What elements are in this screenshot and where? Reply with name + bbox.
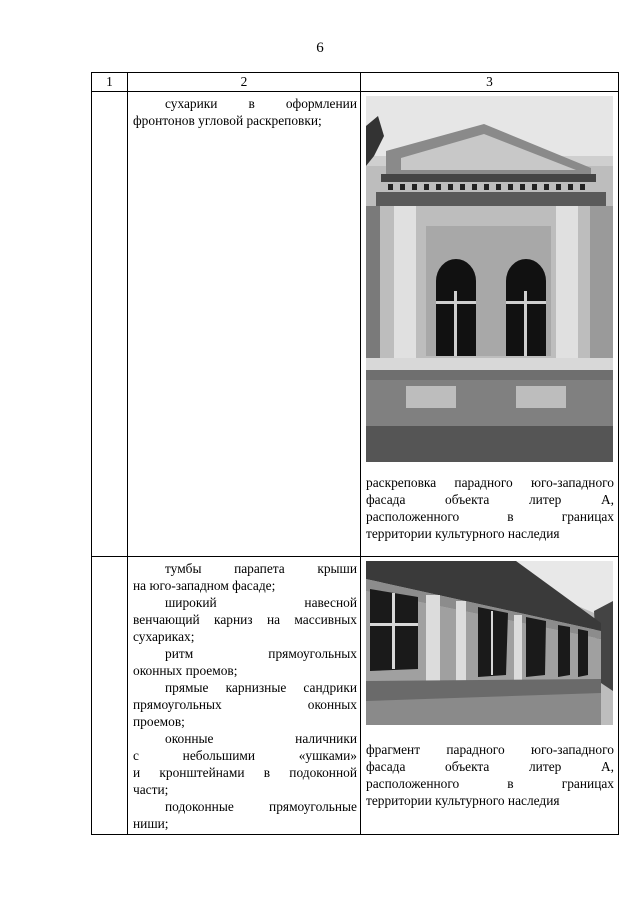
caption-line: фасада объекта литер А,: [366, 492, 614, 507]
text-line: ниши;: [133, 816, 169, 831]
caption-line: территории культурного наследия: [366, 526, 560, 541]
photo-cell: [361, 557, 619, 835]
text-line: сухариках;: [133, 629, 195, 644]
column-header-2: 2: [128, 73, 361, 92]
photo-caption: [366, 474, 614, 542]
row-number-cell: [92, 557, 128, 835]
text-line: венчающий карниз на массивных: [133, 612, 357, 627]
element-description-cell: [128, 557, 361, 835]
caption-line: расположенного в границах: [366, 509, 614, 524]
description-text: [133, 95, 357, 129]
text-line: сухарики в оформлении: [165, 96, 357, 111]
facade-fragment-photo: [366, 561, 613, 725]
caption-line: расположенного в границах: [366, 776, 614, 791]
heritage-elements-table: [91, 72, 619, 835]
text-line: фронтонов угловой раскреповки;: [133, 113, 322, 128]
text-line: подоконные прямоугольные: [165, 799, 357, 814]
caption-line: фрагмент парадного юго-западного: [366, 742, 614, 757]
text-line: и кронштейнами в подоконной: [133, 765, 357, 780]
text-line: тумбы парапета крыши: [165, 561, 357, 576]
text-line: широкий навесной: [165, 595, 357, 610]
text-line: прямоугольных оконных: [133, 697, 357, 712]
column-header-1: 1: [92, 73, 128, 92]
table-row: [92, 557, 619, 835]
text-line: с небольшими «ушками»: [133, 748, 357, 763]
text-line: прямые карнизные сандрики: [165, 680, 357, 695]
caption-line: фасада объекта литер А,: [366, 759, 614, 774]
facade-corner-projection-photo: [366, 96, 613, 462]
description-text: [133, 560, 357, 832]
text-line: ритм прямоугольных: [165, 646, 357, 661]
text-line: оконные наличники: [165, 731, 357, 746]
text-line: проемов;: [133, 714, 185, 729]
text-line: оконных проемов;: [133, 663, 238, 678]
column-header-3: 3: [361, 73, 619, 92]
table-row: [92, 92, 619, 557]
page-number: 6: [316, 40, 324, 56]
table-header-row: [92, 73, 619, 92]
row-number-cell: [92, 92, 128, 557]
photo-caption: [366, 741, 614, 809]
caption-line: раскреповка парадного юго-западного: [366, 475, 614, 490]
element-description-cell: [128, 92, 361, 557]
photo-cell: [361, 92, 619, 557]
text-line: на юго-западном фасаде;: [133, 578, 276, 593]
text-line: части;: [133, 782, 169, 797]
caption-line: территории культурного наследия: [366, 793, 560, 808]
